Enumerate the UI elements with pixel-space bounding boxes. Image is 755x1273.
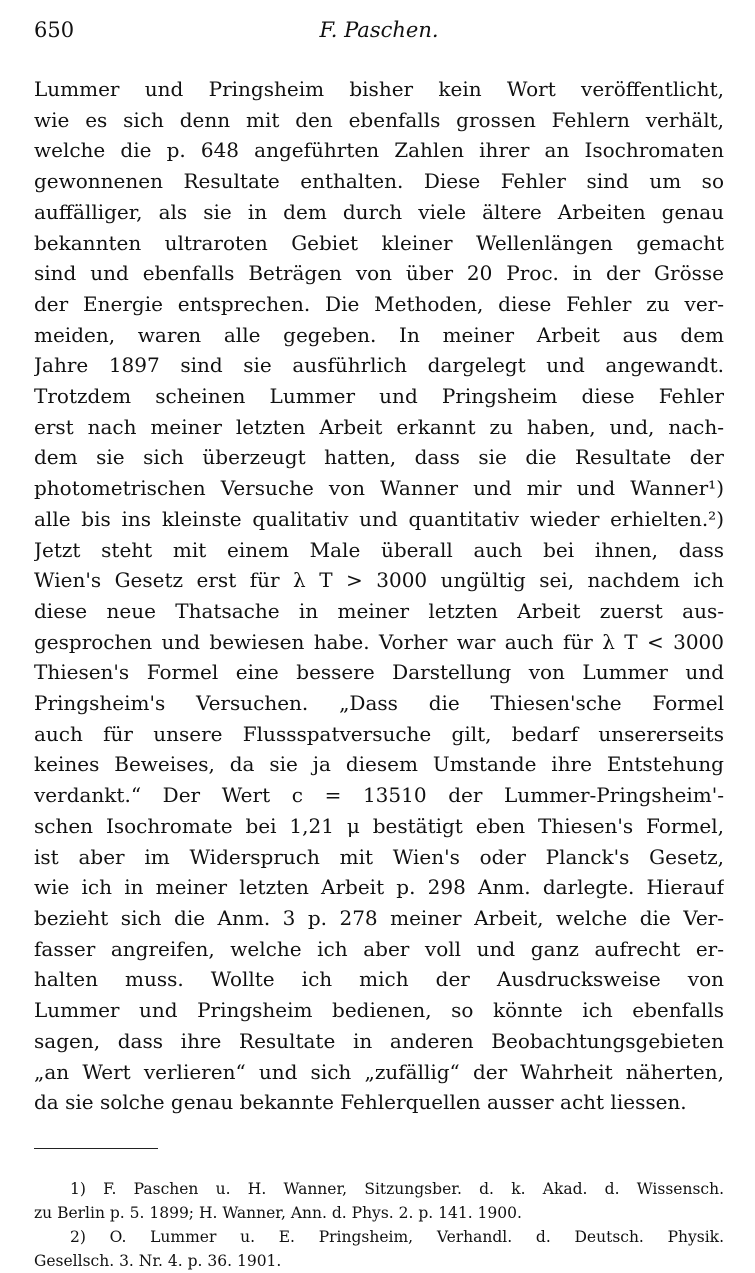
body-line: photometrischen Versuche von Wanner und mir und Wanner¹) xyxy=(34,476,724,501)
footnote-1-line-2: zu Berlin p. 5. 1899; H. Wanner, Ann. d. Phys. 2. p. 141. 1900. xyxy=(34,1203,522,1222)
footnote-2-line-2: Gesellsch. 3. Nr. 4. p. 36. 1901. xyxy=(34,1251,282,1270)
body-line: welche die p. 648 angeführten Zahlen ihrer an Isochromaten xyxy=(34,138,724,163)
body-line: verdankt.“ Der Wert c = 13510 der Lummer-Pringsheim'- xyxy=(34,783,724,808)
body-line: dem sie sich überzeugt hatten, dass sie die Resultate der xyxy=(34,445,724,470)
body-line: da sie solche genau bekannte Fehlerquellen ausser acht liessen. xyxy=(34,1090,687,1115)
body-line: diese neue Thatsache in meiner letzten Arbeit zuerst aus- xyxy=(34,598,724,623)
body-line: sind und ebenfalls Beträgen von über 20 Proc. in der Grösse xyxy=(34,261,724,286)
body-line: schen Isochromate bei 1,21 μ bestätigt eben Thiesen's Formel, xyxy=(34,813,724,838)
body-line: Lummer und Pringsheim bedienen, so könnte ich ebenfalls xyxy=(34,998,724,1023)
body-text xyxy=(34,74,724,1118)
body-line: meiden, waren alle gegeben. In meiner Arbeit aus dem xyxy=(34,322,724,347)
body-line: gesprochen und bewiesen habe. Vorher war auch für λ T < 3000 xyxy=(34,629,724,654)
body-line: „an Wert verlieren“ und sich „zufällig“ der Wahrheit näherten, xyxy=(34,1059,724,1084)
body-line: Jetzt steht mit einem Male überall auch bei ihnen, dass xyxy=(34,537,724,562)
body-line: Wien's Gesetz erst für λ T > 3000 ungültig sei, nachdem ich xyxy=(34,568,724,593)
footnote-divider xyxy=(34,1148,158,1149)
body-line: fasser angreifen, welche ich aber voll und ganz aufrecht er- xyxy=(34,936,724,961)
body-line: sagen, dass ihre Resultate in anderen Beobachtungsgebieten xyxy=(34,1028,724,1053)
running-title: F. Paschen. xyxy=(319,18,439,42)
running-head xyxy=(34,14,724,50)
body-line: bezieht sich die Anm. 3 p. 278 meiner Arbeit, welche die Ver- xyxy=(34,905,724,930)
body-line: Jahre 1897 sind sie ausführlich dargelegt und angewandt. xyxy=(34,353,724,378)
body-line: Lummer und Pringsheim bisher kein Wort veröffentlicht, xyxy=(34,77,724,101)
body-line: Thiesen's Formel eine bessere Darstellung von Lummer und xyxy=(34,660,724,685)
footnotes xyxy=(34,1177,724,1273)
page-number: 650 xyxy=(34,18,75,42)
body-line: halten muss. Wollte ich mich der Ausdrucksweise von xyxy=(34,967,724,992)
body-line: keines Beweises, da sie ja diesem Umstande ihre Entstehung xyxy=(34,752,724,777)
document-page xyxy=(34,14,724,1273)
body-line: bekannten ultraroten Gebiet kleiner Wellenlängen gemacht xyxy=(34,230,724,255)
body-line: Trotzdem scheinen Lummer und Pringsheim diese Fehler xyxy=(34,384,724,409)
body-line: ist aber im Widerspruch mit Wien's oder Planck's Gesetz, xyxy=(34,844,724,869)
footnote-2-line-1: 2) O. Lummer u. E. Pringsheim, Verhandl. d. Deutsch. Physik. xyxy=(70,1227,724,1246)
footnote-1-line-1: 1) F. Paschen u. H. Wanner, Sitzungsber. d. k. Akad. d. Wissensch. xyxy=(70,1179,724,1198)
body-line: gewonnenen Resultate enthalten. Diese Fehler sind um so xyxy=(34,169,724,194)
body-line: wie ich in meiner letzten Arbeit p. 298 Anm. darlegte. Hierauf xyxy=(34,875,724,900)
body-line: erst nach meiner letzten Arbeit erkannt zu haben, und, nach- xyxy=(34,414,724,439)
body-line: alle bis ins kleinste qualitativ und quantitativ wieder erhielten.²) xyxy=(34,506,724,531)
body-line: der Energie entsprechen. Die Methoden, diese Fehler zu ver- xyxy=(34,291,724,316)
body-line: Pringsheim's Versuchen. „Dass die Thiesen'sche Formel xyxy=(34,691,724,716)
body-line: wie es sich denn mit den ebenfalls grossen Fehlern verhält, xyxy=(34,107,724,132)
body-line: auch für unsere Flussspatversuche gilt, bedarf unsererseits xyxy=(34,721,724,746)
body-line: auffälliger, als sie in dem durch viele ältere Arbeiten genau xyxy=(34,199,724,224)
